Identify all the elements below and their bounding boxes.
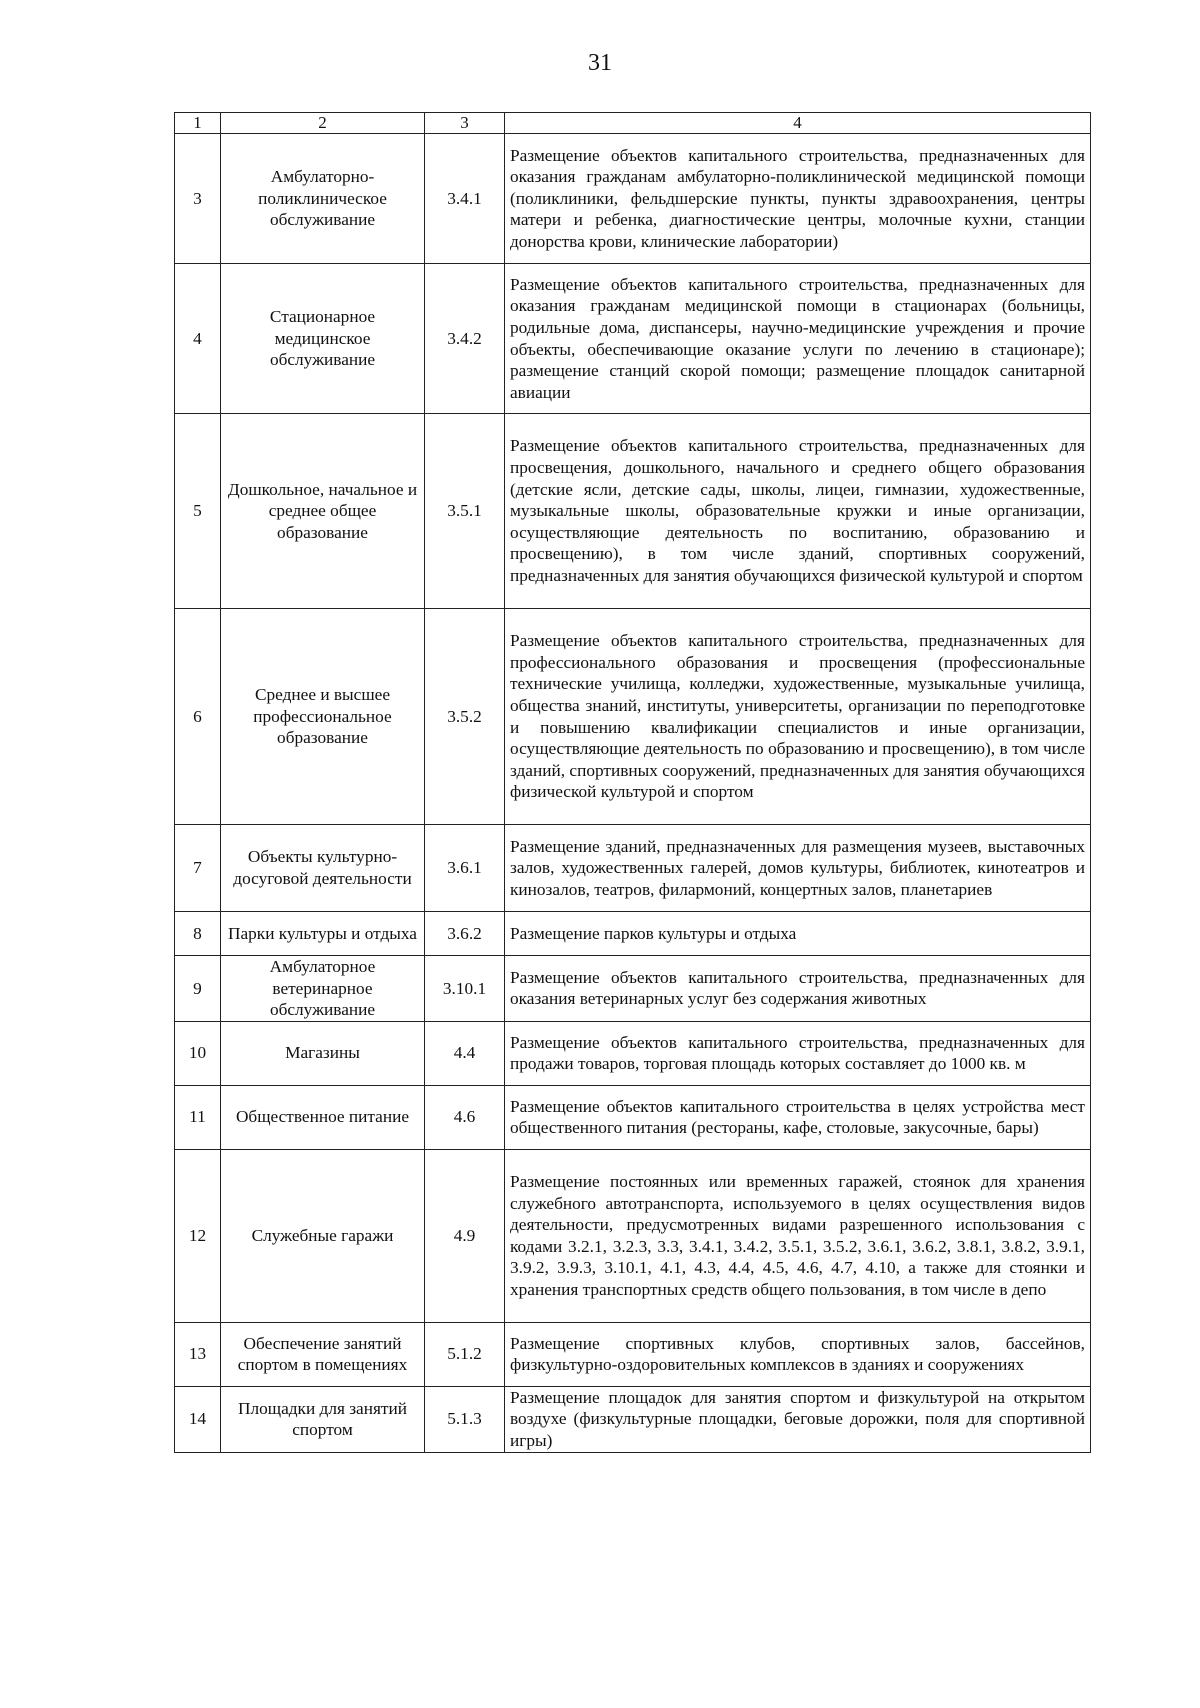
page-number: 31: [588, 50, 612, 76]
table-header-row: [175, 113, 1091, 134]
land-use-description: Размещение объектов капитального строительства в целях устройства мест общественного питания (рестораны, кафе, столовые, закусочные, бары): [505, 1085, 1091, 1149]
land-use-code: 4.4: [425, 1021, 505, 1085]
table-row: [175, 825, 1091, 912]
row-number: 13: [175, 1322, 221, 1386]
table-body: [175, 113, 1091, 1453]
land-use-code: 5.1.3: [425, 1386, 505, 1452]
land-use-description: Размещение парков культуры и отдыха: [505, 912, 1091, 956]
table-row: [175, 609, 1091, 825]
row-number: 14: [175, 1386, 221, 1452]
land-use-description: Размещение площадок для занятия спортом и физкультурой на открытом воздухе (физкультурные площадки, беговые дорожки, поля для спортивной игры): [505, 1386, 1091, 1452]
land-use-name: Среднее и высшее профессиональное образование: [221, 609, 425, 825]
land-use-description: Размещение объектов капитального строительства, предназначенных для продажи товаров, торговая площадь которых составляет до 1000 кв. м: [505, 1021, 1091, 1085]
land-use-description: Размещение зданий, предназначенных для размещения музеев, выставочных залов, художественных галерей, домов культуры, библиотек, кинотеатров и кинозалов, театров, филармоний, концертных залов, планетариев: [505, 825, 1091, 912]
land-use-code: 3.5.1: [425, 414, 505, 609]
row-number: 3: [175, 134, 221, 264]
land-use-name: Служебные гаражи: [221, 1149, 425, 1322]
land-use-description: Размещение спортивных клубов, спортивных залов, бассейнов, физкультурно-оздоровительных комплексов в зданиях и сооружениях: [505, 1322, 1091, 1386]
row-number: 8: [175, 912, 221, 956]
table-row: [175, 1085, 1091, 1149]
table-row: [175, 1021, 1091, 1085]
land-use-description: Размещение объектов капитального строительства, предназначенных для оказания ветеринарных услуг без содержания животных: [505, 956, 1091, 1022]
row-number: 5: [175, 414, 221, 609]
row-number: 12: [175, 1149, 221, 1322]
land-use-code: 3.4.1: [425, 134, 505, 264]
land-use-name: Дошкольное, начальное и среднее общее образование: [221, 414, 425, 609]
row-number: 4: [175, 264, 221, 414]
header-cell-3: 3: [425, 113, 505, 134]
land-use-code: 5.1.2: [425, 1322, 505, 1386]
land-use-table: [174, 112, 1091, 1453]
land-use-description: Размещение объектов капитального строительства, предназначенных для оказания гражданам амбулаторно-поликлинической медицинской помощи (поликлиники, фельдшерские пункты, пункты здравоохранения, центры матери и ребенка, диагностические центры, молочные кухни, станции донорства крови, клинические лаборатории): [505, 134, 1091, 264]
table-row: [175, 1322, 1091, 1386]
land-use-code: 3.6.1: [425, 825, 505, 912]
land-use-name: Общественное питание: [221, 1085, 425, 1149]
land-use-description: Размещение постоянных или временных гаражей, стоянок для хранения служебного автотранспорта, используемого в целях осуществления видов деятельности, предусмотренных видами разрешенного использования с кодами 3.2.1, 3.2.3, 3.3, 3.4.1, 3.4.2, 3.5.1, 3.5.2, 3.6.1, 3.6.2, 3.8.1, 3.8.2, 3.9.1, 3.9.2, 3.9.3, 3.10.1, 4.1, 4.3, 4.4, 4.5, 4.6, 4.7, 4.10, а также для стоянки и хранения транспортных средств общего пользования, в том числе в депо: [505, 1149, 1091, 1322]
land-use-description: Размещение объектов капитального строительства, предназначенных для профессионального образования и просвещения (профессиональные технические училища, колледжи, художественные, музыкальные училища, общества знаний, институты, университеты, организации по переподготовке и повышению квалификации специалистов и иные организации, осуществляющие деятельность по образованию и просвещению), в том числе зданий, спортивных сооружений, предназначенных для занятия обучающихся физической культурой и спортом: [505, 609, 1091, 825]
row-number: 9: [175, 956, 221, 1022]
row-number: 6: [175, 609, 221, 825]
table-row: [175, 956, 1091, 1022]
header-cell-1: 1: [175, 113, 221, 134]
table-row: [175, 1386, 1091, 1452]
land-use-name: Амбулаторное ветеринарное обслуживание: [221, 956, 425, 1022]
land-use-name: Парки культуры и отдыха: [221, 912, 425, 956]
row-number: 7: [175, 825, 221, 912]
header-cell-4: 4: [505, 113, 1091, 134]
land-use-name: Обеспечение занятий спортом в помещениях: [221, 1322, 425, 1386]
table-row: [175, 414, 1091, 609]
land-use-name: Магазины: [221, 1021, 425, 1085]
row-number: 11: [175, 1085, 221, 1149]
land-use-code: 3.4.2: [425, 264, 505, 414]
table-row: [175, 264, 1091, 414]
land-use-name: Площадки для занятий спортом: [221, 1386, 425, 1452]
land-use-name: Объекты культурно-досуговой деятельности: [221, 825, 425, 912]
header-cell-2: 2: [221, 113, 425, 134]
table-row: [175, 134, 1091, 264]
land-use-code: 3.6.2: [425, 912, 505, 956]
table-row: [175, 912, 1091, 956]
land-use-code: 4.6: [425, 1085, 505, 1149]
land-use-code: 3.5.2: [425, 609, 505, 825]
land-use-description: Размещение объектов капитального строительства, предназначенных для просвещения, дошкольного, начального и среднего общего образования (детские ясли, детские сады, школы, лицеи, гимназии, художественные, музыкальные школы, образовательные кружки и иные организации, осуществляющие деятельность по воспитанию, образованию и просвещению), в том числе зданий, спортивных сооружений, предназначенных для занятия обучающихся физической культурой и спортом: [505, 414, 1091, 609]
land-use-description: Размещение объектов капитального строительства, предназначенных для оказания гражданам медицинской помощи в стационарах (больницы, родильные дома, диспансеры, научно-медицинские учреждения и прочие объекты, обеспечивающие оказание услуги по лечению в стационаре); размещение станций скорой помощи; размещение площадок санитарной авиации: [505, 264, 1091, 414]
land-use-code: 4.9: [425, 1149, 505, 1322]
table-row: [175, 1149, 1091, 1322]
land-use-name: Стационарное медицинское обслуживание: [221, 264, 425, 414]
land-use-name: Амбулаторно-поликлиническое обслуживание: [221, 134, 425, 264]
row-number: 10: [175, 1021, 221, 1085]
land-use-code: 3.10.1: [425, 956, 505, 1022]
